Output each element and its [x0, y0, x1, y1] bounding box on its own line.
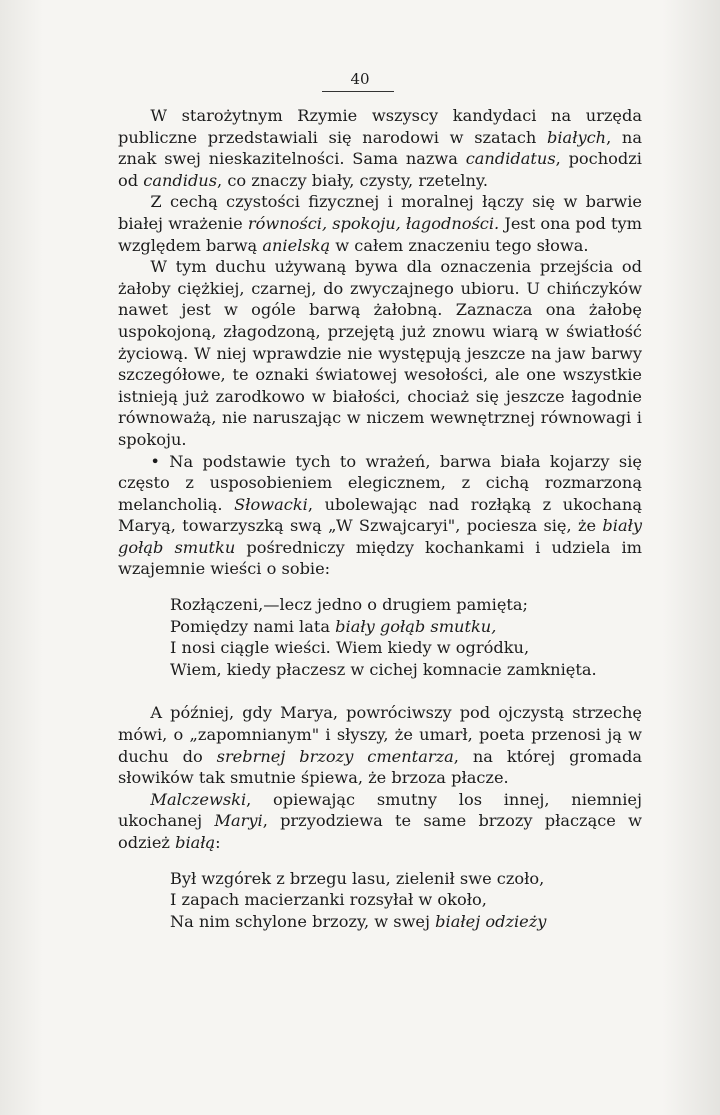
text-run: W starożytnym Rzymie wszyscy kandydaci na urzęda publiczne przedstawiali się narodowi w szatach: [118, 106, 642, 147]
poem-line: [170, 594, 642, 616]
text-run: , na znak swej nieskazitelności. Sama nazwa: [118, 127, 642, 169]
poem-quote-slowacki: [170, 594, 642, 680]
paragraph-p1: [118, 105, 642, 191]
paragraph-p4: [118, 451, 642, 581]
body-text: [118, 105, 642, 954]
italic-text: biały gołąb smutku,: [335, 616, 497, 636]
italic-text: candidus: [143, 170, 218, 190]
text-run: , przyodziewa te same brzozy płaczące w odzież: [118, 811, 642, 852]
text-run: , opiewając smutny los innej, niemniej ukochanej: [118, 789, 642, 831]
poem-line: [170, 889, 642, 911]
text-run: :: [215, 833, 221, 852]
italic-text: równości, spokoju, łagodności.: [247, 213, 500, 233]
italic-text: anielską: [262, 235, 331, 255]
italic-text: białej odzieży: [435, 911, 547, 931]
poem-line: [170, 616, 642, 638]
text-run: I nosi ciągle wieści. Wiem kiedy w ogródku,: [170, 638, 530, 658]
text-run: I zapach macierzanki rozsyłał w około,: [170, 890, 487, 910]
italic-text: Słowacki: [234, 494, 308, 514]
paragraph-p3: [118, 256, 642, 450]
header-rule: [322, 91, 394, 92]
italic-text: biały gołąb smutku: [118, 516, 642, 557]
text-run: • Na podstawie tych to wrażeń, barwa biała kojarzy się często z usposobieniem elegicznem, z cichą rozmarzoną melancholią.: [118, 451, 642, 514]
text-run: , co znaczy biały, czysty, rzetelny.: [217, 170, 489, 190]
paragraph-group-1: [118, 105, 642, 580]
italic-text: candidatus: [465, 149, 556, 169]
text-run: Na nim schylone brzozy, w swej: [170, 911, 436, 931]
paragraph-p2: [118, 191, 642, 256]
text-run: Jest ona pod tym względem barwą: [118, 213, 642, 255]
italic-text: białych: [547, 127, 607, 147]
poem-quote-malczewski: [170, 868, 642, 933]
text-run: Rozłączeni,—lecz jedno o drugiem pamięta;: [170, 595, 529, 615]
text-run: , ubolewając nad rozłąką z ukochaną Maryą, towarzyszką swą „W Szwajcaryi", pociesza się, że: [118, 494, 642, 536]
poem-line: [170, 659, 642, 681]
text-run: Był wzgórek z brzegu lasu, zielenił swe czoło,: [170, 868, 545, 888]
text-run: Z cechą czystości fizycznej i moralnej łączy się w barwie białej wrażenie: [118, 192, 642, 233]
text-run: w całem znaczeniu tego słowa.: [330, 235, 589, 255]
poem-line: [170, 637, 642, 659]
poem-line: [170, 868, 642, 890]
italic-text: srebrnej brzozy cmentarza: [216, 746, 454, 766]
text-run: , pochodzi od: [118, 149, 642, 190]
text-run: Wiem, kiedy płaczesz w cichej komnacie zamknięta.: [170, 659, 597, 679]
paragraph-p5: [118, 702, 642, 788]
italic-text: Malczewski: [150, 789, 247, 809]
text-run: Pomiędzy nami lata: [170, 616, 336, 636]
poem-line: [170, 911, 642, 933]
text-run: W tym duchu używaną bywa dla oznaczenia przejścia od żałoby ciężkiej, czarnej, do zwyczajnego ubioru. U chińczyków nawet jest w ogóle barwą żałobną. Zaznacza ona żałobę uspokojoną, złagodzoną, przejętą już znowu wiarą w światłość życiową. W niej wprawdzie nie występują jeszcze na jaw barwy szczegółowe, te oznaki światowej wesołości, ale one wszystkie istnieją już zarodkowo w białości, chociaż się jeszcze łagodnie równoważą, nie naruszając w niczem wewnętrznej równowagi i spokoju.: [118, 257, 642, 449]
text-run: pośredniczy między kochankami i udziela im wzajemnie wieści o sobie:: [118, 537, 642, 579]
italic-text: Maryi: [214, 811, 263, 831]
paragraph-p6: [118, 789, 642, 854]
text-run: , na której gromada słowików tak smutnie śpiewa, że brzoza płacze.: [118, 746, 642, 788]
text-run: A później, gdy Marya, powróciwszy pod ojczystą strzechę mówi, o „zapomnianym" i słyszy, że umarł, poeta przenosi ją w duchu do: [118, 703, 642, 766]
paragraph-group-2: [118, 702, 642, 853]
italic-text: białą: [175, 833, 216, 852]
page-number: 40: [350, 70, 370, 88]
